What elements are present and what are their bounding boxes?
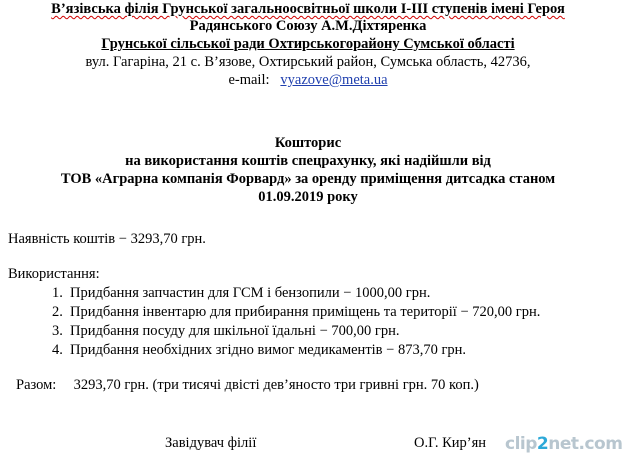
header-line-1	[0, 1, 616, 18]
list-item-text: Придбання посуду для шкільної їдальні − 700,00 грн.	[70, 323, 400, 339]
list-item	[52, 285, 430, 302]
signature-position: Завідувач філії	[165, 435, 257, 451]
clip2net-watermark-logo: clip2net.com	[505, 434, 622, 454]
header-line-3	[0, 36, 616, 53]
title-line-2: на використання коштів спецрахунку, які надійшли від	[125, 153, 491, 169]
header-line-2: Радянського Союзу А.М.Діхтяренка	[189, 18, 427, 34]
list-item-text: Придбання запчастин для ГСМ і бензопили − 1000,00 грн.	[70, 285, 431, 301]
title-line-1: Кошторис	[274, 135, 342, 151]
header-line-1-text: В’язівська філія Грунської загальноосвітньої школи І-ІІІ ступенів імені Героя	[51, 1, 565, 17]
email-label: e-mail:	[228, 72, 270, 88]
title-line-3: ТОВ «Аграрна компанія Форвард» за оренду приміщення дитсадка станом	[60, 171, 556, 187]
list-item	[52, 304, 540, 321]
title-line-4: 01.09.2019 року	[258, 189, 358, 205]
funds-available: Наявність коштів − 3293,70 грн.	[8, 231, 206, 247]
signature-name: О.Г. Кир’ян	[414, 435, 487, 451]
list-item	[52, 342, 466, 359]
header-address: вул. Гагаріна, 21 с. В’язове, Охтирський район, Сумська область, 42736,	[85, 54, 531, 70]
total-label: Разом:	[16, 377, 57, 393]
list-item-text: Придбання інвентарю для прибирання приміщень та території − 720,00 грн.	[70, 304, 541, 320]
email-link[interactable]: vyazove@meta.ua	[280, 72, 388, 88]
list-item	[52, 323, 399, 340]
list-item-number: 3.	[52, 323, 63, 339]
list-item-number: 4.	[52, 342, 63, 358]
list-item-number: 1.	[52, 285, 63, 301]
header-line-3-text: Грунської сільської ради Охтирськогорайону Сумської області	[101, 36, 515, 52]
usage-heading: Використання:	[8, 266, 100, 282]
header-email-line	[0, 72, 616, 89]
list-item-number: 2.	[52, 304, 63, 320]
list-item-text: Придбання необхідних згідно вимог медикаментів − 873,70 грн.	[70, 342, 467, 358]
total-line	[16, 377, 479, 394]
total-value: 3293,70 грн. (три тисячі двісті дев’яносто три гривні грн. 70 коп.)	[73, 377, 479, 393]
